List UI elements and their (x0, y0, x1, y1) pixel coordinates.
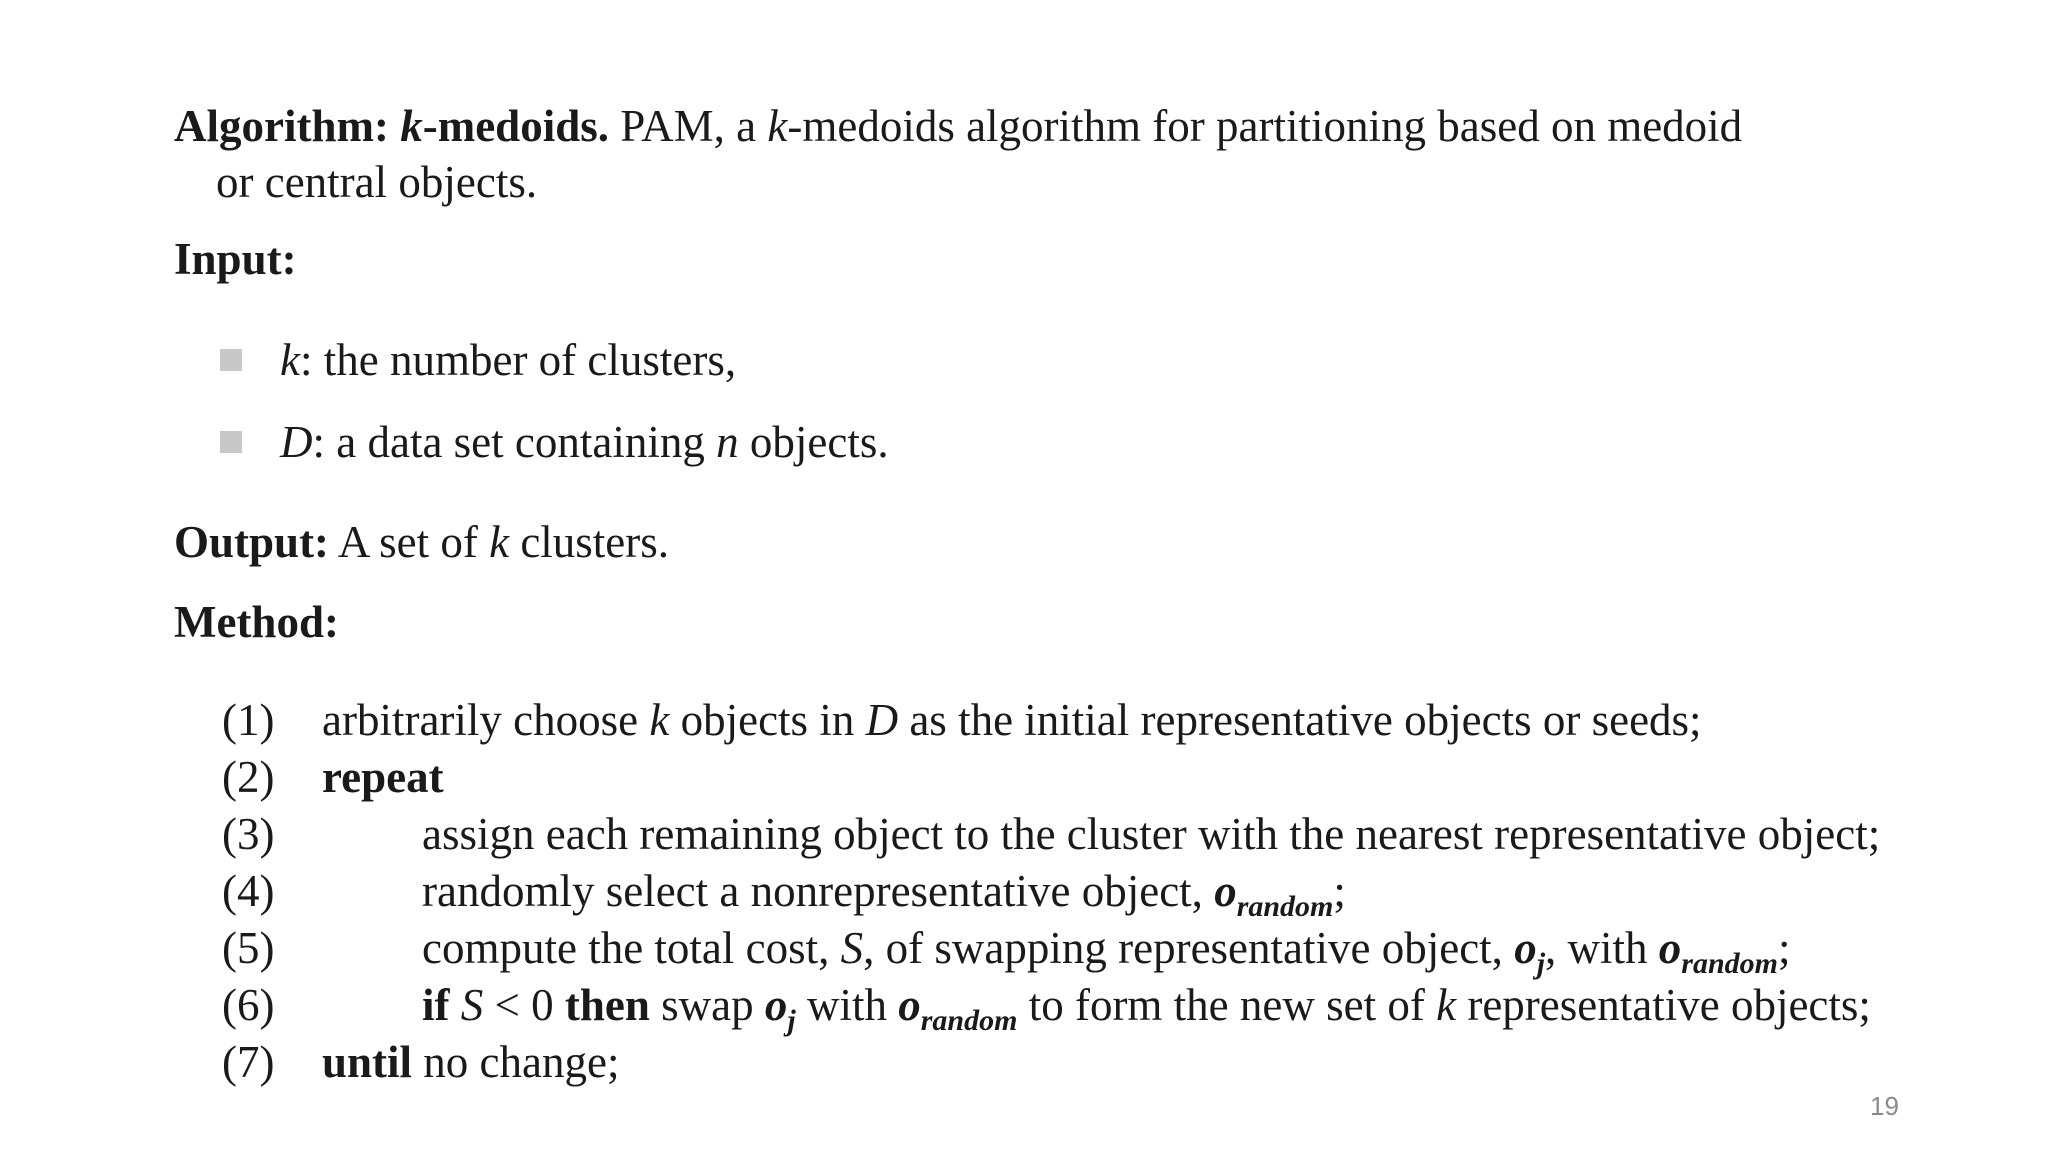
step-6-then: then (564, 980, 650, 1030)
step-1-text (322, 695, 1702, 745)
step-6-a: swap (661, 980, 754, 1030)
step-6-s: S (460, 980, 484, 1030)
step-1-a: arbitrarily choose (322, 695, 639, 745)
input-var-d: D (280, 417, 313, 467)
step-number: (7) (222, 1037, 275, 1087)
step-6-o: o (764, 980, 788, 1030)
output-var-k: k (489, 517, 510, 567)
step-6-sub2: random (920, 1004, 1018, 1037)
step-4-a: randomly select a nonrepresentative object, (422, 866, 1203, 916)
bullet-square-icon (220, 349, 242, 371)
step-4-sub: random (1236, 890, 1334, 923)
output-label: Output: (174, 517, 330, 567)
step-5-sub2: random (1681, 947, 1778, 980)
step-number: (3) (222, 809, 275, 859)
output-text-post: clusters. (520, 517, 670, 567)
input-item-k (280, 335, 737, 385)
step-5-b: , of swapping representative object, (863, 923, 1503, 973)
algorithm-desc-line2: or central objects. (216, 157, 538, 207)
step-6-text (422, 980, 1871, 1037)
step-number: (2) (222, 752, 275, 802)
step-5-text (422, 923, 1791, 980)
step-1-c: as the initial representative objects or seeds; (909, 695, 1702, 745)
step-5-a: compute the total cost, (422, 923, 830, 973)
step-3-text: assign each remaining object to the cluster with the nearest representative object; (422, 809, 1881, 859)
algorithm-desc-post: -medoids algorithm for partitioning based on medoid (787, 101, 1743, 151)
step-5-c: , with (1545, 923, 1648, 973)
step-6-b: with (806, 980, 887, 1030)
input-item-d (280, 417, 889, 467)
algorithm-desc-pre: PAM, a (620, 101, 757, 151)
step-5-s: S (840, 923, 864, 973)
algorithm-desc-k: k (767, 101, 788, 151)
step-5-end: ; (1778, 923, 1791, 973)
step-6-sub-j: j (787, 1004, 796, 1037)
algorithm-label: Algorithm: (174, 101, 389, 151)
step-6-if: if (422, 980, 450, 1030)
step-number: (6) (222, 980, 275, 1030)
input-item-d-text-pre: : a data set containing (312, 417, 705, 467)
bullet-square-icon (220, 431, 242, 453)
step-5-sub-j: j (1536, 947, 1546, 980)
step-number: (1) (222, 695, 275, 745)
algorithm-name: -medoids. (422, 101, 609, 151)
step-6-o2: o (898, 980, 921, 1030)
step-6-d: representative objects; (1467, 980, 1871, 1030)
step-7-text (322, 1037, 620, 1087)
step-1-k: k (649, 695, 670, 745)
algorithm-k: k (400, 101, 423, 151)
step-7-until: until (322, 1037, 413, 1087)
output-line (174, 517, 670, 567)
step-6-k: k (1436, 980, 1457, 1030)
step-4-text (422, 866, 1346, 923)
step-1-d: D (865, 695, 899, 745)
step-number: (5) (222, 923, 275, 973)
input-label: Input: (174, 234, 297, 284)
input-item-d-text-post: objects. (749, 417, 889, 467)
step-4-end: ; (1333, 866, 1346, 916)
page-number: 19 (1870, 1091, 1899, 1121)
method-label: Method: (174, 597, 339, 647)
input-var-n: n (716, 417, 739, 467)
step-5-o2: o (1658, 923, 1682, 973)
output-text-pre: A set of (337, 517, 478, 567)
step-4-o: o (1214, 866, 1237, 916)
input-var-k: k (280, 335, 300, 385)
step-6-lt: < 0 (494, 980, 554, 1030)
step-7-rest: no change; (423, 1037, 620, 1087)
step-6-c: to form the new set of (1028, 980, 1425, 1030)
input-item-k-text: : the number of clusters, (299, 335, 737, 385)
step-2-keyword: repeat (322, 752, 444, 802)
algorithm-title-line (174, 101, 1743, 151)
step-5-o: o (1514, 923, 1537, 973)
step-number: (4) (222, 866, 275, 916)
step-1-b: objects in (680, 695, 855, 745)
